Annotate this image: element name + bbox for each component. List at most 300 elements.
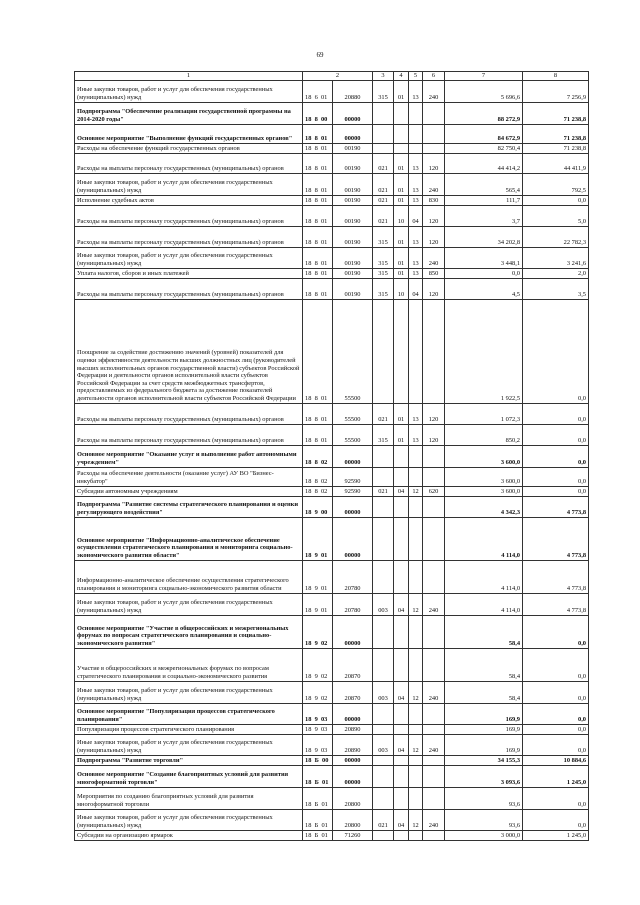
expense-type-code [423,102,445,124]
expense-name: Информационно-аналитическое обеспечение осуществления стратегического планирования и мониторинга социально-экономического развития области [75,560,303,593]
expense-type-code: 620 [423,486,445,496]
amount-col8: 0,0 [523,195,589,205]
amount-col7: 3 093,6 [445,765,523,787]
amount-col8: 4 773,8 [523,496,589,517]
amount-col8: 71 238,8 [523,143,589,153]
program-code: 18 8 01 [303,153,333,173]
expense-type-code [423,648,445,681]
target-code: 00000 [333,496,373,517]
expense-type-code [423,124,445,143]
grbs-code: 003 [373,681,394,703]
section-code [394,124,409,143]
amount-col7: 1 922,5 [445,299,523,403]
table-row [75,486,589,496]
subsection-code: 12 [409,593,423,615]
expense-name: Иные закупки товаров, работ и услуг для обеспечения государственных (муниципальных) нужд [75,593,303,615]
expense-type-code [423,299,445,403]
amount-col7: 4 342,3 [445,496,523,517]
page-number: 69 [316,51,324,59]
section-code: 01 [394,424,409,445]
subsection-code: 12 [409,734,423,755]
grbs-code: 315 [373,278,394,299]
target-code: 20890 [333,724,373,734]
amount-col7: 3 600,0 [445,445,523,467]
amount-col8: 0,0 [523,299,589,403]
amount-col8: 0,0 [523,486,589,496]
expense-type-code [423,467,445,486]
program-code: 18 Б 01 [303,787,333,809]
section-code [394,445,409,467]
table-row [75,102,589,124]
amount-col7: 58,4 [445,681,523,703]
expense-name: Исполнение судебных актов [75,195,303,205]
expense-name: Основное мероприятие "Оказание услуг и выполнение работ автономными учреждением" [75,445,303,467]
expense-name: Участие в общероссийских и межрегиональных форумах по вопросам стратегического планирования и социально-экономического развития [75,648,303,681]
section-code [394,724,409,734]
program-code: 18 8 01 [303,143,333,153]
amount-col8: 0,0 [523,648,589,681]
table-row [75,195,589,205]
expense-type-code [423,830,445,840]
amount-col7: 3 600,0 [445,467,523,486]
amount-col7: 84 672,9 [445,124,523,143]
grbs-code [373,724,394,734]
amount-col7: 3 000,0 [445,830,523,840]
expense-type-code [423,143,445,153]
amount-col8: 0,0 [523,467,589,486]
amount-col7: 58,4 [445,648,523,681]
program-code: 18 8 02 [303,445,333,467]
grbs-code [373,765,394,787]
expense-name: Основное мероприятие "Участие в общероссийских и межрегиональных форумах по вопросам стратегического планирования и социально-экономического развития" [75,615,303,648]
target-code: 20870 [333,681,373,703]
expense-name: Иные закупки товаров, работ и услуг для обеспечения государственных (муниципальных) нужд [75,734,303,755]
subsection-code [409,765,423,787]
expense-name: Расходы на выплаты персоналу государственных (муниципальных) органов [75,226,303,247]
amount-col8: 7 256,9 [523,80,589,102]
grbs-code [373,143,394,153]
program-code: 18 9 02 [303,648,333,681]
program-code: 18 8 01 [303,268,333,278]
header-cell: 1 [75,72,303,81]
grbs-code: 003 [373,734,394,755]
target-code: 20870 [333,648,373,681]
section-code: 01 [394,226,409,247]
amount-col8: 3 241,6 [523,247,589,268]
section-code [394,615,409,648]
grbs-code: 021 [373,153,394,173]
target-code: 20780 [333,560,373,593]
grbs-code [373,787,394,809]
amount-col7: 4,5 [445,278,523,299]
table-row [75,734,589,755]
expense-type-code: 240 [423,173,445,195]
grbs-code: 003 [373,593,394,615]
expense-type-code: 120 [423,403,445,424]
section-code: 01 [394,153,409,173]
target-code: 00190 [333,143,373,153]
amount-col8: 4 773,8 [523,560,589,593]
table-row [75,299,589,403]
subsection-code: 13 [409,195,423,205]
section-code: 01 [394,195,409,205]
amount-col8: 3,5 [523,278,589,299]
subsection-code [409,755,423,765]
section-code: 04 [394,809,409,830]
expense-type-code [423,496,445,517]
section-code [394,496,409,517]
grbs-code [373,703,394,724]
program-code: 18 Б 01 [303,809,333,830]
expense-type-code [423,765,445,787]
grbs-code [373,615,394,648]
expense-name: Расходы на выплаты персоналу государственных (муниципальных) органов [75,205,303,226]
amount-col8: 4 773,8 [523,517,589,560]
subsection-code [409,102,423,124]
amount-col7: 3,7 [445,205,523,226]
section-code: 01 [394,268,409,278]
amount-col7: 4 114,0 [445,593,523,615]
expense-type-code: 240 [423,734,445,755]
table-row [75,517,589,560]
expense-type-code: 120 [423,205,445,226]
expense-name: Иные закупки товаров, работ и услуг для обеспечения государственных (муниципальных) нужд [75,173,303,195]
subsection-code: 12 [409,681,423,703]
target-code: 00000 [333,124,373,143]
table-row [75,809,589,830]
section-code: 04 [394,681,409,703]
grbs-code: 021 [373,486,394,496]
expense-name: Подпрограмма "Обеспечение реализации государственной программы на 2014-2020 годы" [75,102,303,124]
amount-col7: 111,7 [445,195,523,205]
program-code: 18 8 01 [303,226,333,247]
subsection-code [409,124,423,143]
subsection-code: 13 [409,226,423,247]
expense-name: Субсидии на организацию ярмарок [75,830,303,840]
grbs-code [373,517,394,560]
subsection-code [409,299,423,403]
expense-type-code: 830 [423,195,445,205]
target-code: 55500 [333,424,373,445]
subsection-code: 12 [409,809,423,830]
section-code [394,560,409,593]
amount-col8: 0,0 [523,809,589,830]
amount-col7: 34 202,8 [445,226,523,247]
subsection-code: 13 [409,268,423,278]
section-code: 01 [394,403,409,424]
program-code: 18 8 01 [303,278,333,299]
amount-col8: 0,0 [523,724,589,734]
grbs-code: 021 [373,173,394,195]
table-row [75,205,589,226]
table-row [75,648,589,681]
table-row [75,703,589,724]
subsection-code [409,615,423,648]
expense-type-code [423,724,445,734]
amount-col8: 1 245,0 [523,765,589,787]
expense-type-code: 240 [423,247,445,268]
table-row [75,173,589,195]
table-row [75,830,589,840]
subsection-code: 12 [409,486,423,496]
expense-type-code [423,615,445,648]
header-row [75,72,589,81]
amount-col7: 4 114,0 [445,517,523,560]
target-code: 92590 [333,486,373,496]
grbs-code: 021 [373,403,394,424]
subsection-code: 13 [409,403,423,424]
amount-col7: 565,4 [445,173,523,195]
grbs-code [373,467,394,486]
target-code: 71260 [333,830,373,840]
amount-col7: 0,0 [445,268,523,278]
subsection-code [409,143,423,153]
section-code [394,787,409,809]
target-code: 20800 [333,787,373,809]
target-code: 20800 [333,809,373,830]
subsection-code [409,724,423,734]
subsection-code [409,648,423,681]
amount-col8: 0,0 [523,403,589,424]
target-code: 00190 [333,173,373,195]
amount-col7: 850,2 [445,424,523,445]
program-code: 18 8 01 [303,195,333,205]
section-code: 01 [394,247,409,268]
amount-col8: 1 245,0 [523,830,589,840]
expense-name: Мероприятия по созданию благоприятных условий для развития многоформатной торговли [75,787,303,809]
expense-name: Расходы на обеспечение функций государственных органов [75,143,303,153]
table-row [75,755,589,765]
section-code [394,703,409,724]
grbs-code [373,124,394,143]
table-row [75,424,589,445]
amount-col8: 0,0 [523,424,589,445]
grbs-code: 021 [373,205,394,226]
subsection-code: 13 [409,247,423,268]
program-code: 18 8 02 [303,467,333,486]
expense-type-code: 240 [423,593,445,615]
section-code: 01 [394,173,409,195]
header-cell: 6 [423,72,445,81]
amount-col8: 0,0 [523,681,589,703]
grbs-code [373,560,394,593]
subsection-code [409,517,423,560]
amount-col7: 5 696,6 [445,80,523,102]
grbs-code: 315 [373,424,394,445]
section-code [394,648,409,681]
program-code: 18 8 01 [303,173,333,195]
program-code: 18 Б 00 [303,755,333,765]
table-row [75,278,589,299]
amount-col7: 44 414,2 [445,153,523,173]
section-code [394,102,409,124]
expense-name: Популяризация процессов стратегического планирования [75,724,303,734]
header-cell: 2 [303,72,373,81]
target-code: 00190 [333,247,373,268]
subsection-code [409,445,423,467]
program-code: 18 9 01 [303,560,333,593]
amount-col8: 5,0 [523,205,589,226]
grbs-code [373,496,394,517]
amount-col8: 0,0 [523,445,589,467]
target-code: 00000 [333,615,373,648]
target-code: 00190 [333,205,373,226]
header-cell: 4 [394,72,409,81]
amount-col7: 3 600,0 [445,486,523,496]
amount-col8: 0,0 [523,787,589,809]
table-row [75,765,589,787]
expense-name: Уплата налогов, сборов и иных платежей [75,268,303,278]
table-row [75,403,589,424]
table-row [75,615,589,648]
grbs-code: 315 [373,247,394,268]
amount-col7: 169,9 [445,734,523,755]
subsection-code [409,830,423,840]
target-code: 00190 [333,153,373,173]
grbs-code: 315 [373,268,394,278]
amount-col7: 169,9 [445,703,523,724]
header-cell: 7 [445,72,523,81]
table-row [75,724,589,734]
target-code: 00000 [333,445,373,467]
program-code: 18 9 00 [303,496,333,517]
expense-name: Основное мероприятие "Популяризация процессов стратегического планирования" [75,703,303,724]
amount-col8: 0,0 [523,734,589,755]
grbs-code [373,299,394,403]
target-code: 55500 [333,403,373,424]
program-code: 18 8 00 [303,102,333,124]
subsection-code [409,703,423,724]
expense-type-code: 120 [423,278,445,299]
expense-name: Иные закупки товаров, работ и услуг для обеспечения государственных (муниципальных) нужд [75,809,303,830]
expense-type-code: 850 [423,268,445,278]
header-cell: 8 [523,72,589,81]
amount-col8: 71 238,8 [523,102,589,124]
amount-col7: 93,6 [445,787,523,809]
expense-name: Расходы на обеспечение деятельности (оказание услуг) АУ ВО "Бизнес-инкубатор" [75,467,303,486]
table-row [75,467,589,486]
amount-col7: 82 750,4 [445,143,523,153]
program-code: 18 9 03 [303,734,333,755]
target-code: 00190 [333,268,373,278]
target-code: 55500 [333,299,373,403]
expense-type-code: 240 [423,809,445,830]
amount-col7: 169,9 [445,724,523,734]
expense-name: Расходы на выплаты персоналу государственных (муниципальных) органов [75,424,303,445]
expense-type-code: 240 [423,681,445,703]
expense-type-code [423,560,445,593]
amount-col8: 0,0 [523,703,589,724]
subsection-code [409,787,423,809]
program-code: 18 9 03 [303,724,333,734]
program-code: 18 8 01 [303,424,333,445]
program-code: 18 8 02 [303,486,333,496]
target-code: 00190 [333,226,373,247]
amount-col8: 44 411,9 [523,153,589,173]
program-code: 18 9 01 [303,593,333,615]
program-code: 18 9 02 [303,681,333,703]
table-row [75,80,589,102]
section-code [394,517,409,560]
amount-col7: 1 072,3 [445,403,523,424]
expense-name: Основное мероприятие "Информационно-аналитическое обеспечение осуществления стратегического планирования и мониторинга социально-экономического развития области" [75,517,303,560]
table-row [75,247,589,268]
grbs-code: 315 [373,226,394,247]
section-code: 10 [394,205,409,226]
expense-name: Основное мероприятие "Создание благоприятных условий для развития многоформатной торговли" [75,765,303,787]
amount-col7: 34 155,3 [445,755,523,765]
expense-name: Иные закупки товаров, работ и услуг для обеспечения государственных (муниципальных) нужд [75,80,303,102]
program-code: 18 8 01 [303,205,333,226]
table-row [75,124,589,143]
expense-name: Расходы на выплаты персоналу государственных (муниципальных) органов [75,278,303,299]
expense-type-code: 120 [423,226,445,247]
section-code [394,755,409,765]
table-row [75,787,589,809]
section-code: 04 [394,486,409,496]
subsection-code: 04 [409,278,423,299]
target-code: 20780 [333,593,373,615]
expense-type-code [423,787,445,809]
header-cell: 5 [409,72,423,81]
table-row [75,496,589,517]
program-code: 18 9 03 [303,703,333,724]
program-code: 18 8 01 [303,299,333,403]
expense-name: Подпрограмма "Развитие торговли" [75,755,303,765]
grbs-code: 315 [373,80,394,102]
expense-type-code [423,445,445,467]
target-code: 20890 [333,734,373,755]
expense-name: Иные закупки товаров, работ и услуг для обеспечения государственных (муниципальных) нужд [75,247,303,268]
table-row [75,226,589,247]
grbs-code [373,755,394,765]
table-row [75,445,589,467]
section-code: 04 [394,593,409,615]
target-code: 92590 [333,467,373,486]
amount-col7: 88 272,9 [445,102,523,124]
subsection-code: 13 [409,173,423,195]
subsection-code [409,496,423,517]
subsection-code: 13 [409,424,423,445]
grbs-code [373,648,394,681]
expense-type-code: 120 [423,153,445,173]
amount-col7: 93,6 [445,809,523,830]
section-code: 01 [394,80,409,102]
section-code [394,299,409,403]
grbs-code: 021 [373,195,394,205]
amount-col8: 22 782,3 [523,226,589,247]
section-code [394,143,409,153]
section-code [394,830,409,840]
expense-name: Поощрение за содействие достижению значений (уровней) показателей для оценки эффективности деятельности высших должностных лиц (руководителей высших исполнительных органов государственной власти) субъектов Российской Федерации и деятельности органов исполнительной власти субъектов Российской Федерации за счет средств межбюджетных трансфертов, предоставляемых из федерального бюджета за достижение показателей деятельности органов исполнительной власти субъектов Российской Федерации [75,299,303,403]
grbs-code [373,102,394,124]
header-cell: 3 [373,72,394,81]
subsection-code [409,560,423,593]
target-code: 00000 [333,755,373,765]
subsection-code [409,467,423,486]
target-code: 20880 [333,80,373,102]
subsection-code: 13 [409,80,423,102]
expense-name: Подпрограмма "Развитие системы стратегического планирования и оценки регулирующего воздействия" [75,496,303,517]
target-code: 00000 [333,703,373,724]
subsection-code: 13 [409,153,423,173]
section-code: 10 [394,278,409,299]
amount-col7: 3 448,1 [445,247,523,268]
program-code: 18 9 02 [303,615,333,648]
amount-col8: 2,0 [523,268,589,278]
amount-col8: 0,0 [523,615,589,648]
grbs-code [373,445,394,467]
